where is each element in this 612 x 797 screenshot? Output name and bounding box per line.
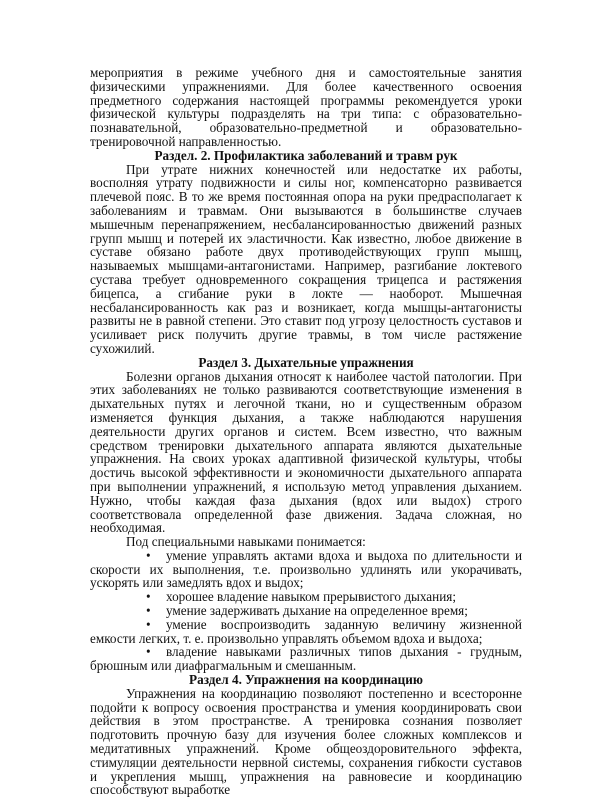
list-item [90, 618, 522, 646]
list-item-text: владение навыками различных типов дыхания - грудным, брюшным или диафрагмальным и смешанным. [90, 644, 522, 674]
list-item-text: хорошее владение навыком прерывистого дыхания; [166, 589, 457, 605]
section-4-paragraph: Упражнения на координацию позволяют постепенно и всесторонне подойти к вопросу освоения пространства и умения координировать свои действия в этом пространстве. А тренировка сознания позволяет подготовить прочную базу для изучения более сложных комплексов и медитативных упражнений. Кроме общеоздоровительного эффекта, стимуляции деятельности нервной системы, сохранения гибкости суставов и укрепления мышц, упражнения на равновесие и координацию способствуют выработке [90, 685, 522, 797]
list-item-text: умение управлять актами вдоха и выдоха по длительности и скорости их выполнения, т.е. произвольно удлинять или укорачивать, ускорять или замедлять вдох и выдох; [90, 547, 522, 591]
bullet-marker: • [146, 589, 151, 605]
bullet-marker: • [146, 547, 151, 563]
list-item-text: умение задерживать дыхание на определенное время; [166, 603, 468, 619]
section-3-paragraph: Болезни органов дыхания относят к наиболее частой патологии. При этих заболеваниях не только развиваются соответствующие изменения в дыхательных путях и легочной ткани, но и существенным образом изменяется функция дыхания, а также наблюдаются нарушения деятельности других органов и систем. Всем известно, что важным средством тренировки дыхательного аппарата являются дыхательные упражнения. На своих уроках адаптивной физической культуры, чтобы достичь высокой эффективности и экономичности дыхательного аппарата при выполнении упражнений, я использую метод управления дыханием. Нужно, чтобы каждая фаза дыхания (вдох или выдох) строго соответствовала определенной фазе движения. Задача сложная, но необходимая. [90, 368, 522, 536]
section-2-heading: Раздел. 2. Профилактика заболеваний и травм рук [154, 147, 458, 163]
bullet-marker: • [146, 644, 151, 660]
section-3-heading: Раздел 3. Дыхательные упражнения [198, 354, 414, 370]
list-item [90, 604, 522, 618]
list-item [90, 590, 522, 604]
bullet-list [90, 549, 522, 673]
bullet-marker: • [146, 603, 151, 619]
list-item-text: умение воспроизводить заданную величину жизненной емкости легких, т. е. произвольно управлять объемом вдоха и выдоха; [90, 616, 522, 646]
list-item [90, 549, 522, 590]
bullet-marker: • [146, 616, 151, 632]
section-3-lead: Под специальными навыками понимается: [126, 534, 366, 550]
document-body [90, 66, 522, 797]
section-2-paragraph: При утрате нижних конечностей или недостатке их работы, восполняя утрату подвижности и силы ног, компенсаторно развивается плечевой пояс. В то же время постоянная опора на руки предрасполагает к заболеваниям и травмам. Они вызываются в большинстве случаев мышечным перенапряжением, несбалансированностью движений разных групп мышц и потерей их эластичности. Как известно, любое движение в суставе обязано работе двух противодействующих групп мышц, называемых мышцами-антагонистами. Например, разгибание локтевого сустава требует одновременного сокращения трицепса и растяжения бицепса, а сгибание руки в локте — наоборот. Мышечная несбалансированность как раз и возникает, когда мышцы-антагонисты развиты не в равной степени. Это ставит под угрозу целостность суставов и усиливает риск получить другие травмы, в том числе растяжение сухожилий. [90, 161, 522, 356]
section-4-heading: Раздел 4. Упражнения на координацию [189, 672, 423, 688]
list-item [90, 645, 522, 673]
intro-paragraph: мероприятия в режиме учебного дня и самостоятельные занятия физическими упражнениями. Для более качественного освоения предметного содержания настоящей программы рекомендуется уроки физической культуры подразделять на три типа: с образовательно-познавательной, образовательно-предметной и образовательно-тренировочной направленностью. [90, 65, 522, 149]
